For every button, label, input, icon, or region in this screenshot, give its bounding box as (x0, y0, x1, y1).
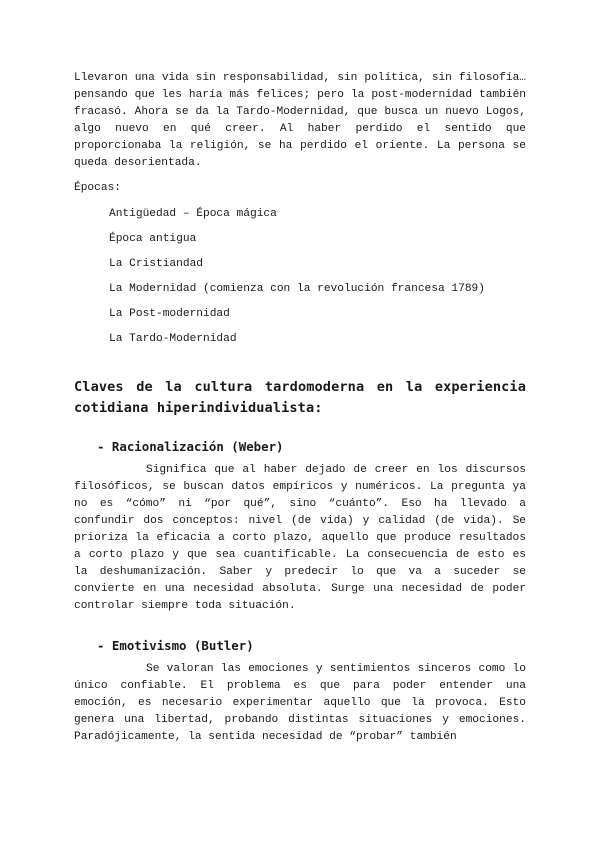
section-heading: Claves de la cultura tardomoderna en la experiencia cotidiana hiperindividualista: (74, 379, 526, 416)
epoch-item: La Tardo-Modernidad (109, 333, 237, 345)
emotivismo-paragraph: Se valoran las emociones y sentimientos sinceros como lo único confiable. El problema es que para poder entender una emoción, es necesario experimentar aquello que la provoca. Esto genera una libertad, probando distintas situaciones y emociones. Paradójicamente, la sentida necesidad de “probar” también (74, 663, 526, 743)
epoch-item: Antigüedad – Época mágica (109, 208, 277, 220)
emotivismo-title: - Emotivismo (Butler) (97, 638, 254, 653)
racionalizacion-title: - Racionalización (Weber) (97, 439, 284, 454)
epoch-item: Época antigua (109, 233, 197, 245)
racionalizacion-paragraph: Significa que al haber dejado de creer en los discursos filosóficos, se buscan datos empíricos y numéricos. La pregunta ya no es “cómo” ni “por qué”, sino “cuánto”. Eso ha llevado a confundir dos conceptos: nivel (de vida) y calidad (de vida). Se prioriza la eficacia a corto plazo, aquello que produce resultados a corto plazo y que sea cuantificable. La consecuencia de esto es la deshumanización. Saber y predecir lo que va a suceder se convierte en una necesidad absoluta. Surge una necesidad de poder controlar siempre toda situación. (74, 464, 526, 612)
epochs-label: Épocas: (74, 182, 121, 194)
epoch-item: La Post-modernidad (109, 308, 230, 320)
intro-paragraph: Llevaron una vida sin responsabilidad, sin política, sin filosofía… pensando que les haría más felices; pero la post-modernidad también fracasó. Ahora se da la Tardo-Modernidad, que busca un nuevo Logos, algo nuevo en qué creer. Al haber perdido el sentido que proporcionaba la religión, se ha perdido el oriente. La persona se queda desorientada. (74, 72, 526, 169)
epochs-list (109, 206, 485, 356)
epoch-item: La Cristiandad (109, 258, 203, 270)
epoch-item: La Modernidad (comienza con la revolución francesa 1789) (109, 283, 485, 295)
